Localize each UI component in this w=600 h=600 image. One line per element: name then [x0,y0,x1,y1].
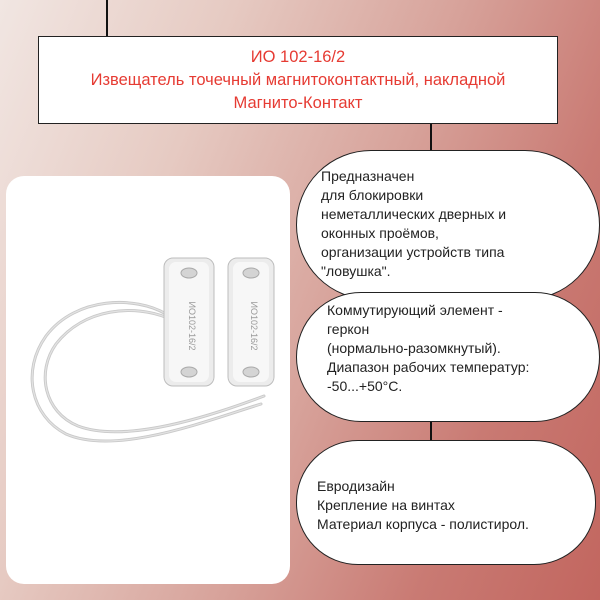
feature-line: -50...+50°C. [327,378,403,394]
feature-specs-bubble [296,292,600,422]
feature-line: геркон [327,321,370,337]
feature-line: "ловушка". [321,263,391,279]
product-description: Извещатель точечный магнитоконтактный, накладной [90,70,506,89]
feature-line: Крепление на винтах [317,497,455,513]
sensor-right [228,258,274,386]
feature-line: Коммутирующий элемент - [327,302,503,318]
sensor-right-marking: ИО102-16/2 [249,301,259,351]
feature-line: (нормально-разомкнутый). [327,340,501,356]
product-model: ИО 102-16/2 [250,47,346,66]
feature-line: Евродизайн [317,478,395,494]
connector-line-top [106,0,108,37]
feature-line: Диапазон рабочих температур: [327,359,530,375]
feature-line: Предназначен [321,168,415,184]
feature-line: Материал корпуса - полистирол. [317,516,529,532]
feature-line: организации устройств типа [321,244,505,260]
feature-purpose-bubble [296,150,600,300]
feature-line: неметаллических дверных и [321,206,507,222]
feature-line: оконных проёмов, [321,225,439,241]
sensor-left [164,258,214,386]
magnetic-sensor-illustration [6,176,290,584]
product-brand: Магнито-Контакт [233,93,363,112]
title-box [38,36,558,124]
sensor-left-marking: ИО102-16/2 [187,301,197,351]
product-photo [6,176,290,584]
feature-design-bubble [296,440,596,565]
feature-line: для блокировки [321,187,424,203]
